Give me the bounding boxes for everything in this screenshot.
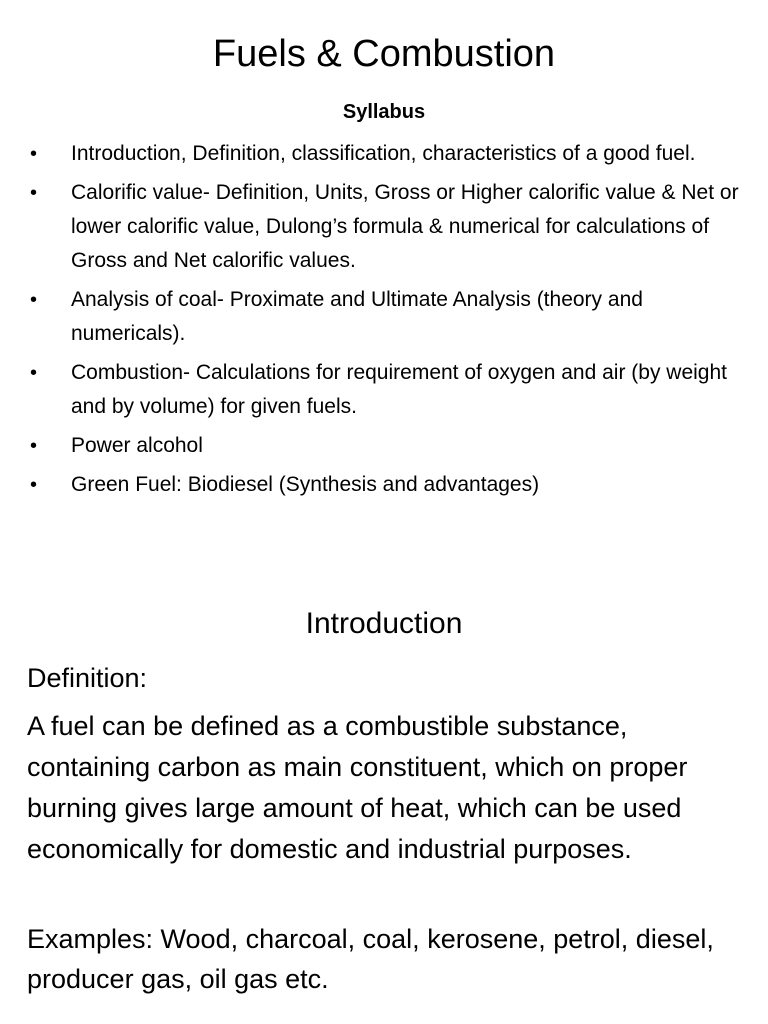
- syllabus-item-text: Introduction, Definition, classification, characteristics of a good fuel.: [71, 142, 696, 165]
- syllabus-list: [30, 137, 740, 507]
- list-item: [30, 176, 740, 278]
- bullet-icon: •: [30, 143, 38, 165]
- syllabus-heading: Syllabus: [342, 101, 426, 123]
- definition-paragraph: A fuel can be defined as a combustible substance, containing carbon as main constituent, which on proper burning gives large amount of heat, which can be used economically for domestic and industrial purposes.: [27, 711, 688, 864]
- bullet-icon: •: [30, 362, 38, 384]
- bullet-icon: •: [30, 435, 38, 457]
- syllabus-item-text: Analysis of coal- Proximate and Ultimate Analysis (theory and numericals).: [71, 288, 643, 345]
- introduction-heading: Introduction: [305, 607, 463, 640]
- list-item: [30, 137, 740, 171]
- page-title: Fuels & Combustion: [212, 33, 556, 75]
- syllabus-item-text: Green Fuel: Biodiesel (Synthesis and advantages): [71, 473, 540, 496]
- list-item: [30, 283, 740, 351]
- examples-paragraph: Examples: Wood, charcoal, coal, kerosene, petrol, diesel, producer gas, oil gas etc.: [27, 924, 714, 994]
- bullet-icon: •: [30, 289, 38, 311]
- bullet-icon: •: [30, 474, 38, 496]
- list-item: [30, 356, 740, 424]
- syllabus-item-text: Combustion- Calculations for requirement of oxygen and air (by weight and by volume) for given fuels.: [71, 361, 727, 418]
- bullet-icon: •: [30, 182, 38, 204]
- definition-label: Definition:: [27, 663, 148, 693]
- syllabus-item-text: Calorific value- Definition, Units, Gross or Higher calorific value & Net or lower calorific value, Dulong’s formula & numerical for calculations of Gross and Net calorific values.: [71, 181, 739, 272]
- syllabus-item-text: Power alcohol: [71, 434, 203, 457]
- list-item: [30, 468, 740, 502]
- list-item: [30, 429, 740, 463]
